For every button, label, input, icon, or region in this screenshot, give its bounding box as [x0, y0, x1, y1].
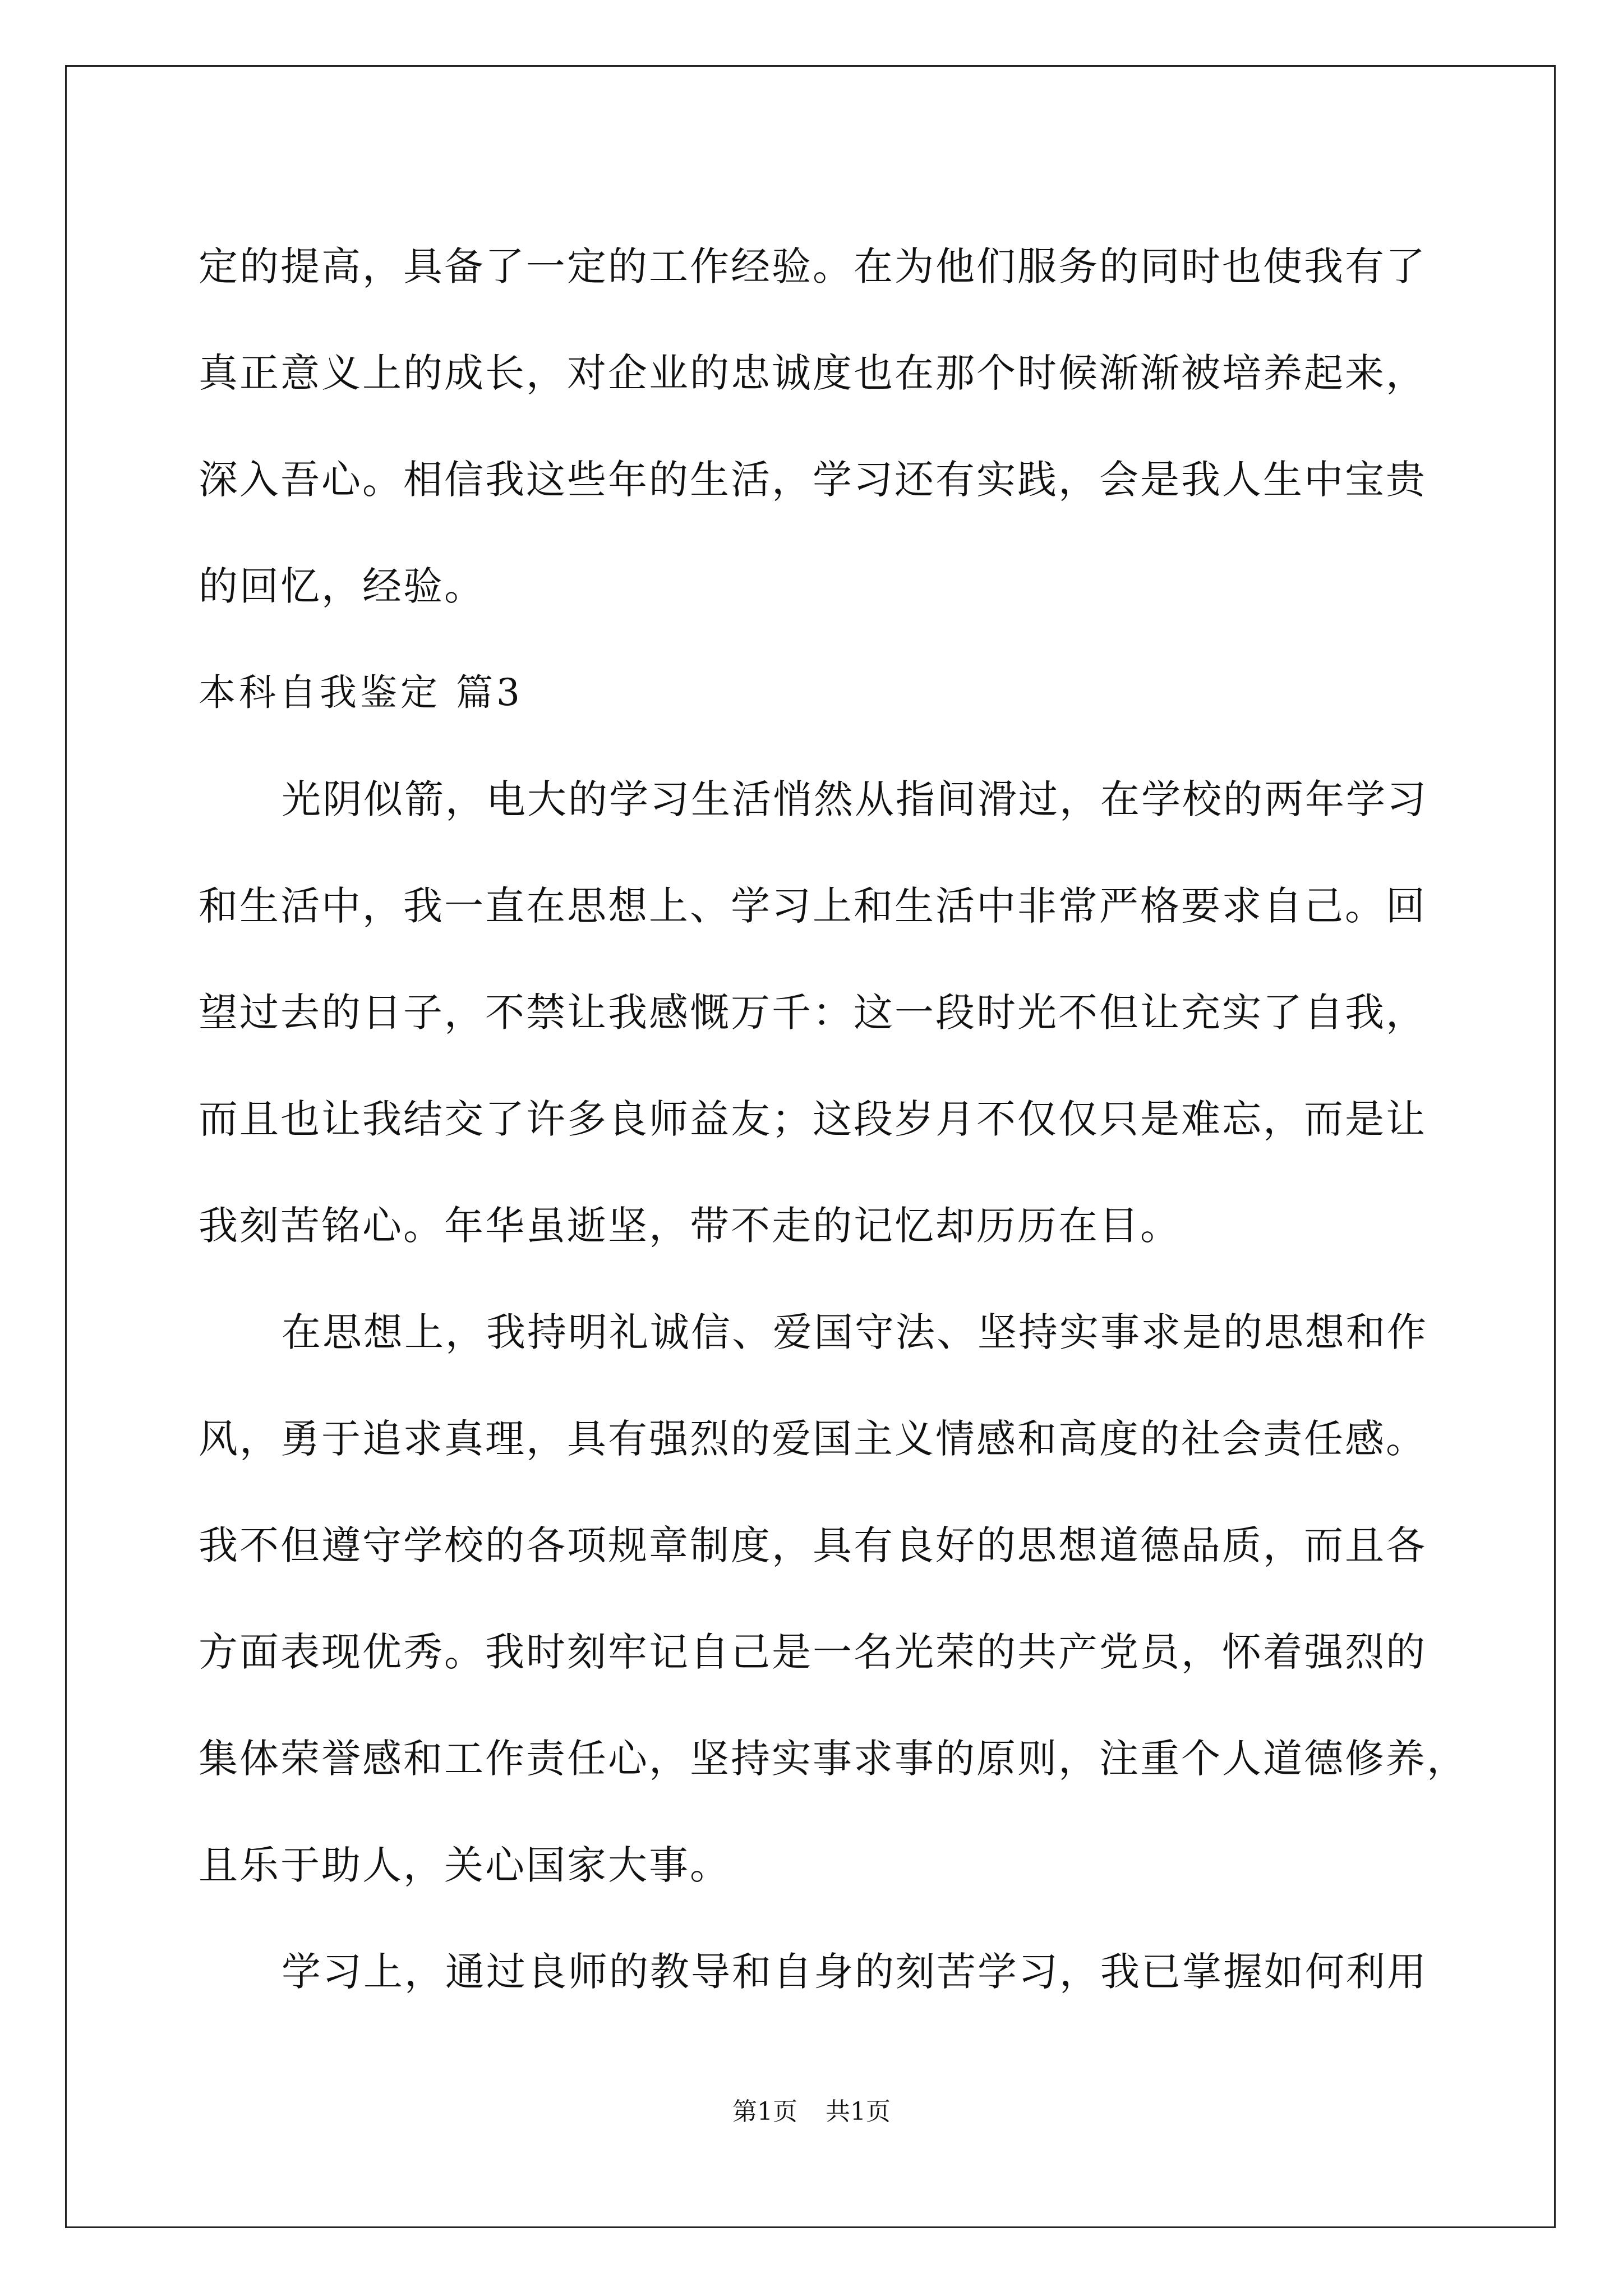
document-body [199, 213, 1466, 2025]
page-number-total: 共1页 [826, 2097, 891, 2126]
text-line: 深入吾心。相信我这些年的生活，学习还有实践，会是我人生中宝贵 [199, 457, 1427, 503]
paragraph-first-line: 学习上，通过良师的教导和自身的刻苦学习，我已掌握如何利用 [282, 1949, 1428, 1995]
text-line: 真正意义上的成长，对企业的忠诚度也在那个时候渐渐被培养起来， [199, 350, 1427, 396]
text-line: 和生活中，我一直在思想上、学习上和生活中非常严格要求自己。回 [199, 883, 1427, 929]
text-line: 定的提高，具备了一定的工作经验。在为他们服务的同时也使我有了 [199, 243, 1427, 289]
text-line: 我刻苦铭心。年华虽逝坚，带不走的记忆却历历在目。 [199, 1203, 1181, 1249]
text-line: 我不但遵守学校的各项规章制度，具有良好的思想道德品质，而且各 [199, 1522, 1427, 1568]
page-number-current: 第1页 [732, 2097, 797, 2126]
text-line: 的回忆，经验。 [199, 563, 485, 609]
paragraph-first-line: 光阴似箭，电大的学习生活悄然从指间滑过，在学校的两年学习 [282, 776, 1428, 822]
text-line: 集体荣誉感和工作责任心，坚持实事求事的原则，注重个人道德修养， [199, 1736, 1468, 1782]
text-line: 且乐于助人，关心国家大事。 [199, 1842, 731, 1888]
text-line: 而且也让我结交了许多良师益友；这段岁月不仅仅只是难忘，而是让 [199, 1096, 1427, 1142]
section-heading: 本科自我鉴定 篇3 [199, 671, 523, 714]
text-line: 望过去的日子，不禁让我感慨万千：这一段时光不但让充实了自我， [199, 990, 1427, 1036]
text-line: 风，勇于追求真理，具有强烈的爱国主义情感和高度的社会责任感。 [199, 1416, 1427, 1462]
paragraph-first-line: 在思想上，我持明礼诚信、爱国守法、坚持实事求是的思想和作 [282, 1309, 1428, 1355]
text-line: 方面表现优秀。我时刻牢记自己是一名光荣的共产党员，怀着强烈的 [199, 1629, 1427, 1675]
page-footer [0, 2091, 1623, 2127]
